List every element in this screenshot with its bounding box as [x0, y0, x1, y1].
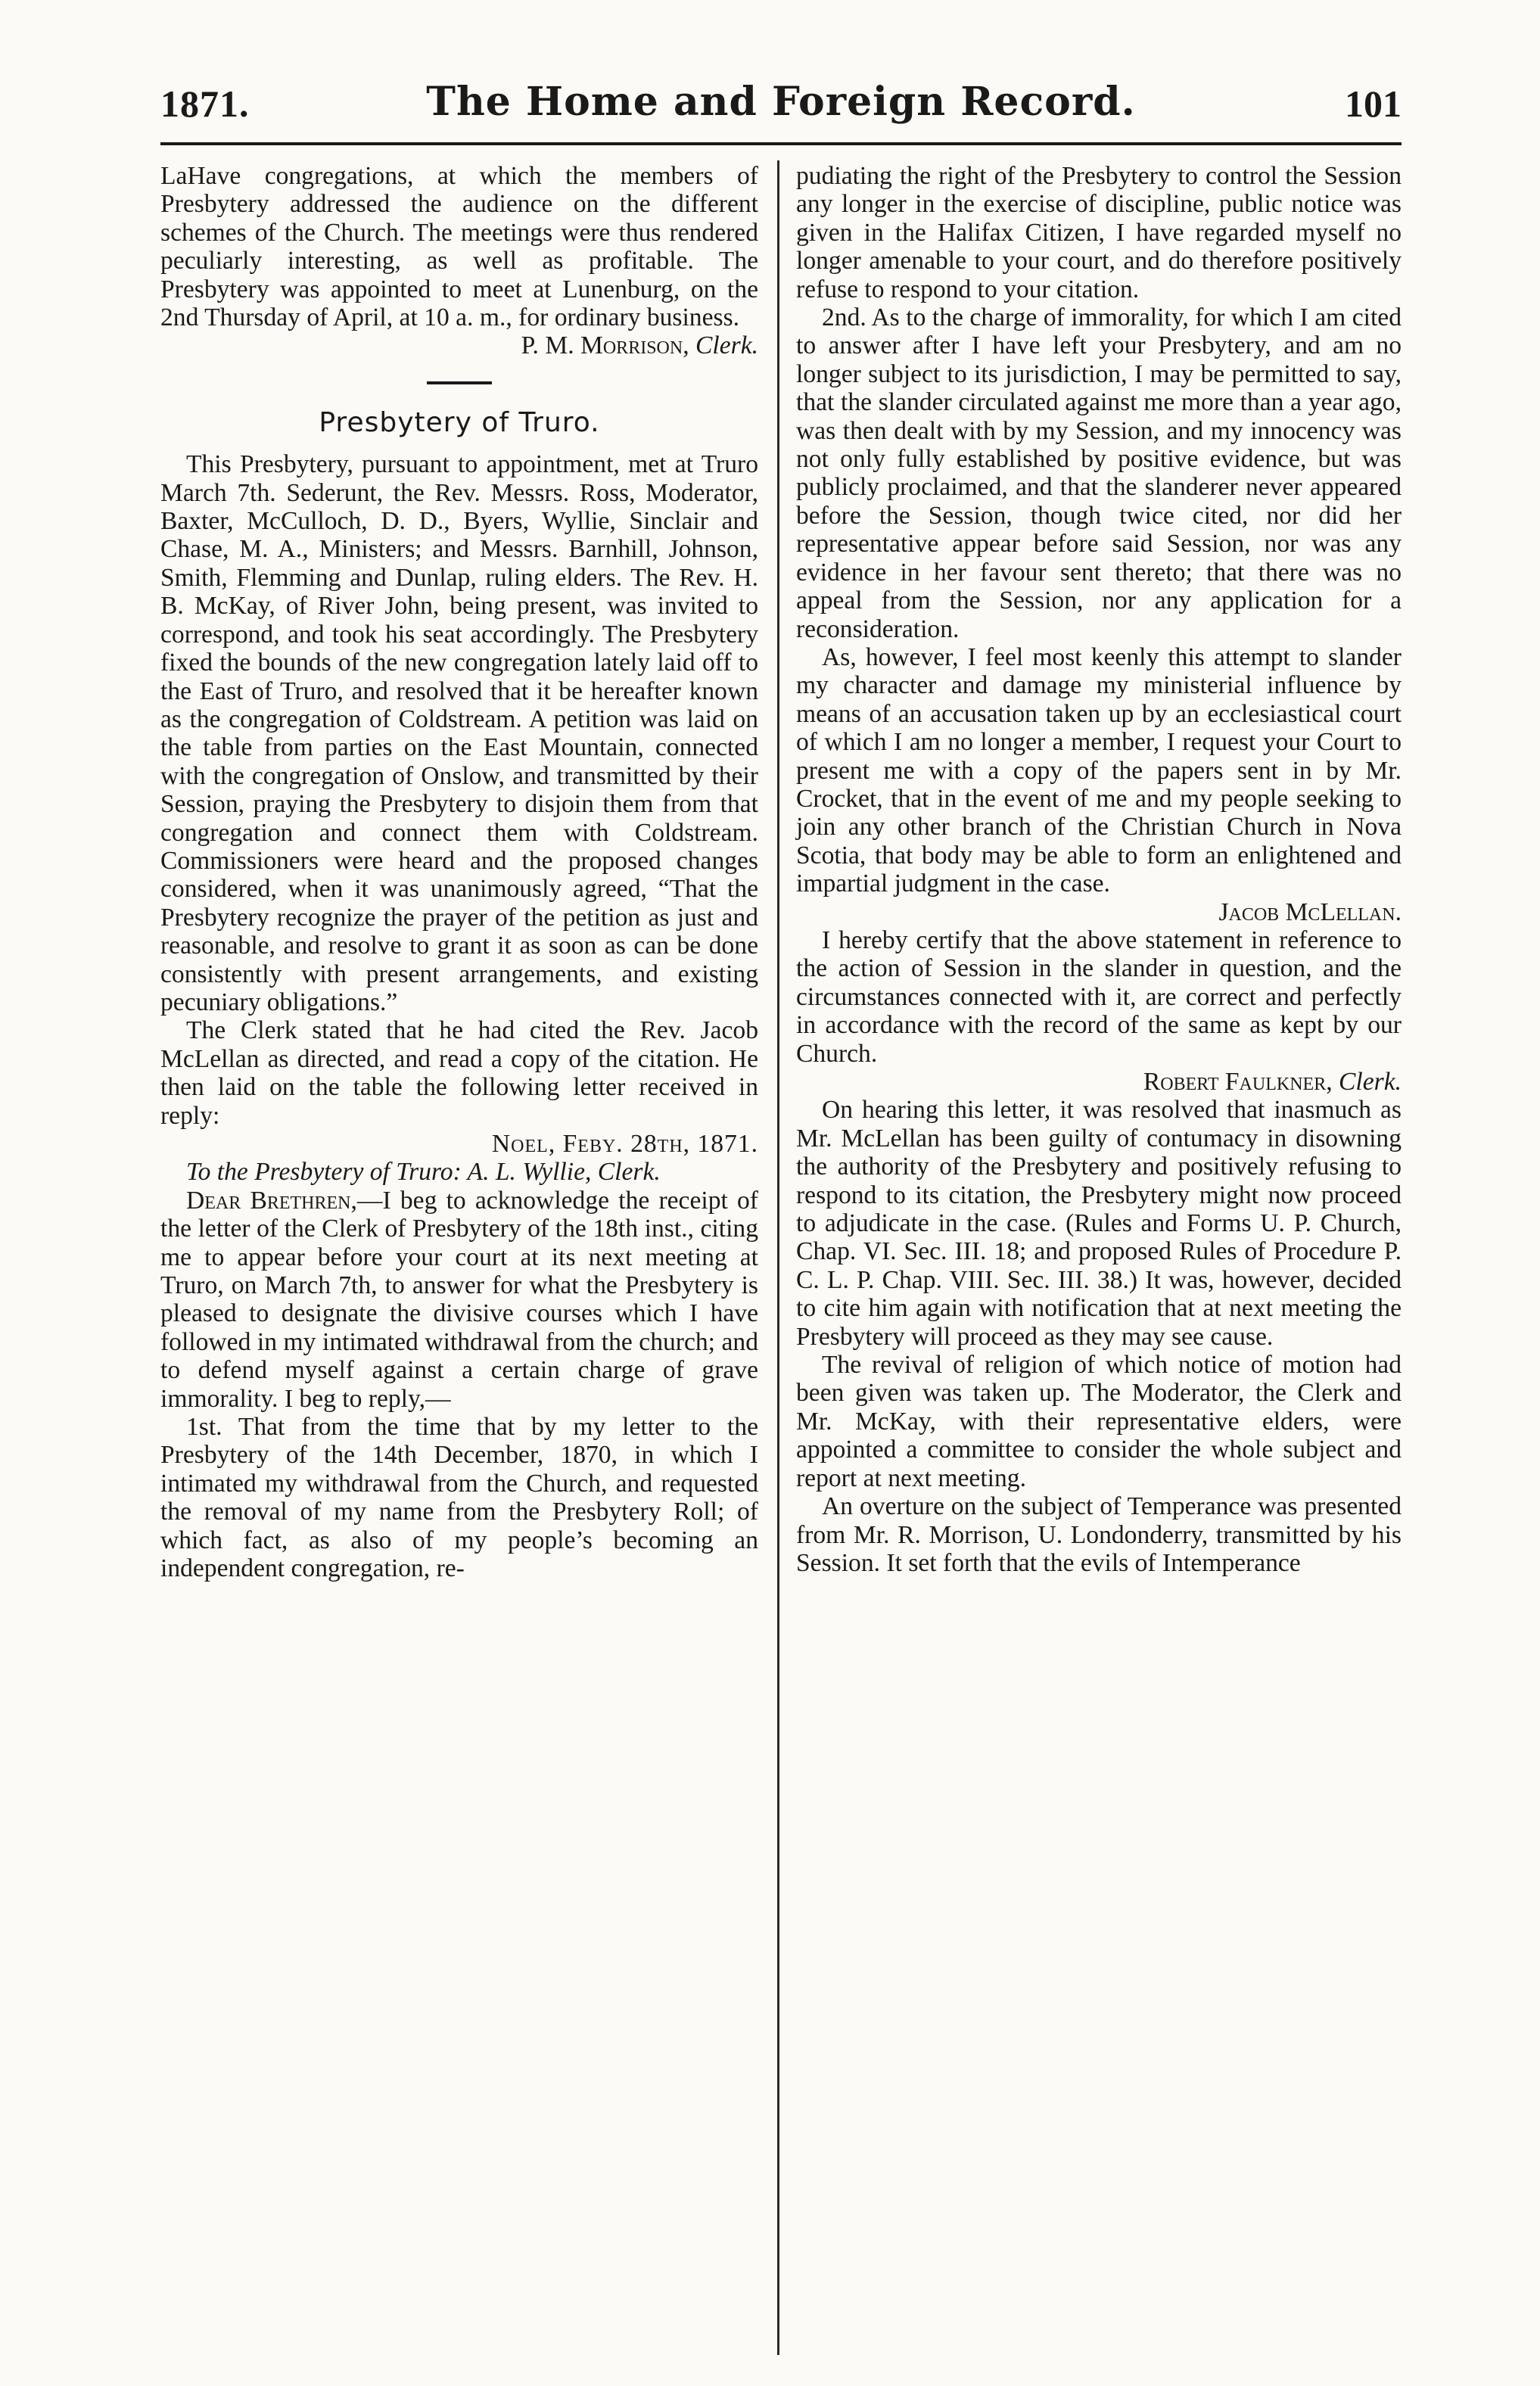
page-number: 101 — [1345, 82, 1402, 125]
section-title: Presbytery of Truro. — [319, 406, 600, 438]
header-rule — [160, 142, 1402, 145]
paragraph: pudiating the right of the Presbytery to control the Session any longer in the exercise of discipline, public notice was given in the Halifax Citizen, I have regarded myself no longer amenable to your court, and do therefore positively refuse to respond to your citation. — [796, 162, 1402, 303]
paragraph: On hearing this letter, it was resolved that inasmuch as Mr. McLellan has been guilty of contumacy in disowning the authority of the Presbytery and positively refusing to respond to its citation, the Presbytery might now proceed to adjudicate in the case. (Rules and Forms U. P. Church, Chap. VI. Sec. III. 18; and proposed Rules of Procedure P. C. L. P. Chap. VIII. Sec. III. 38.) It was, however, decided to cite him again with notification that at next meeting the Presbytery will proceed as they may see cause. — [796, 1096, 1402, 1351]
signature-mclellan: Jacob McLellan. — [1218, 897, 1402, 926]
left-column — [160, 162, 758, 1583]
signature-morrison — [160, 331, 758, 359]
letter-addressee: To the Presbytery of Truro: A. L. Wyllie, Clerk. — [186, 1158, 661, 1187]
paragraph: The revival of religion of which notice of motion had been given was taken up. The Moderator, the Clerk and Mr. McKay, with their representative elders, were appointed a committee to consider the whole subject and report at next meeting. — [796, 1351, 1402, 1492]
letter-opening — [160, 1187, 758, 1413]
paragraph: As, however, I feel most keenly this attempt to slander my character and damage my ministerial influence by means of an accusation taken up by an ecclesiastical court of which I am no longer a member, I request your Court to present me with a copy of the papers sent in by Mr. Crocket, that in the event of me and my people seeking to join any other branch of the Christian Church in Nova Scotia, that body may be able to form an enlightened and impartial judgment in the case. — [796, 642, 1402, 898]
header-year: 1871. — [160, 82, 250, 125]
signature-title: Clerk. — [1339, 1068, 1402, 1096]
running-head — [160, 79, 1402, 136]
paragraph: The Clerk stated that he had cited the Rev. Jacob McLellan as directed, and read a copy of the citation. He then laid on the table the following letter received in reply: — [160, 1016, 758, 1130]
signature-faulkner — [796, 1068, 1402, 1096]
signature-name: Robert Faulkner, — [1143, 1068, 1339, 1096]
column-divider — [777, 160, 779, 2355]
signature-title: Clerk. — [695, 331, 758, 360]
paragraph: I hereby certify that the above statement in reference to the action of Session in the slander in question, and the circumstances connected with it, are correct and perfectly in accordance with the record of the same as kept by our Church. — [796, 925, 1402, 1068]
paragraph: 2nd. As to the charge of immorality, for which I am cited to answer after I have left your Presbytery, and am no longer subject to its jurisdiction, I may be permitted to say, that the slander circulated against me more than a year ago, was then dealt with by my Session, and my innocency was not only fully established by positive evidence, but was publicly proclaimed, and that the slanderer never appeared before the Session, though twice cited, nor did her representative appear before said Session, nor was any evidence in her favour sent thereto; that there was no appeal from the Session, nor any application for a reconsideration. — [796, 303, 1402, 643]
right-column — [796, 162, 1402, 1577]
continued-paragraph: LaHave congregations, at which the members of Presbytery addressed the audience on the different schemes of the Church. The meetings were thus rendered peculiarly interesting, as well as profitable. The Presbytery was appointed to meet at Lunenburg, on the 2nd Thursday of April, at 10 a. m., for ordinary business. — [160, 162, 758, 332]
signature-name: P. M. Morrison, — [521, 331, 695, 360]
paragraph: An overture on the subject of Temperance was presented from Mr. R. Morrison, U. Londonderry, transmitted by his Session. It set forth that the evils of Intemperance — [796, 1492, 1402, 1577]
salutation: Dear Brethren, — [186, 1186, 357, 1215]
section-separator — [427, 381, 492, 384]
letter-body: —I beg to acknowledge the receipt of the letter of the Clerk of Presbytery of the 18th inst., citing me to appear before your court at its next meeting at Truro, on March 7th, to answer for what the Presbytery is pleased to designate the divisive courses which I have followed in my intimated withdrawal from the church; and to defend myself against a certain charge of grave immorality. I beg to reply,— — [160, 1186, 758, 1413]
header-title: The Home and Foreign Record. — [426, 79, 1136, 125]
paragraph: This Presbytery, pursuant to appointment, met at Truro March 7th. Sederunt, the Rev. Messrs. Ross, Moderator, Baxter, McCulloch, D. D., Byers, Wyllie, Sinclair and Chase, M. A., Ministers; and Messrs. Barnhill, Johnson, Smith, Flemming and Dunlap, ruling elders. The Rev. H. B. McKay, of River John, being present, was invited to correspond, and took his seat accordingly. The Presbytery fixed the bounds of the new congregation lately laid off to the East of Truro, and resolved that it be hereafter known as the congregation of Coldstream. A petition was laid on the table from parties on the East Mountain, connected with the congregation of Onslow, and transmitted by their Session, praying the Presbytery to disjoin them from that congregation and connect them with Coldstream. Commissioners were heard and the proposed changes considered, when it was unanimously agreed, “That the Presbytery recognize the prayer of the petition as just and reasonable, and resolve to grant it as soon as can be done consistently with present arrangements, and existing pecuniary obligations.” — [160, 450, 758, 1016]
letter-dateline: Noel, Feby. 28th, 1871. — [491, 1130, 758, 1158]
paragraph: 1st. That from the time that by my letter to the Presbytery of the 14th December, 1870, in which I intimated my withdrawal from the Church, and requested the removal of my name from the Presbytery Roll; of which fact, as also of my people’s becoming an independent congregation, re- — [160, 1413, 758, 1583]
